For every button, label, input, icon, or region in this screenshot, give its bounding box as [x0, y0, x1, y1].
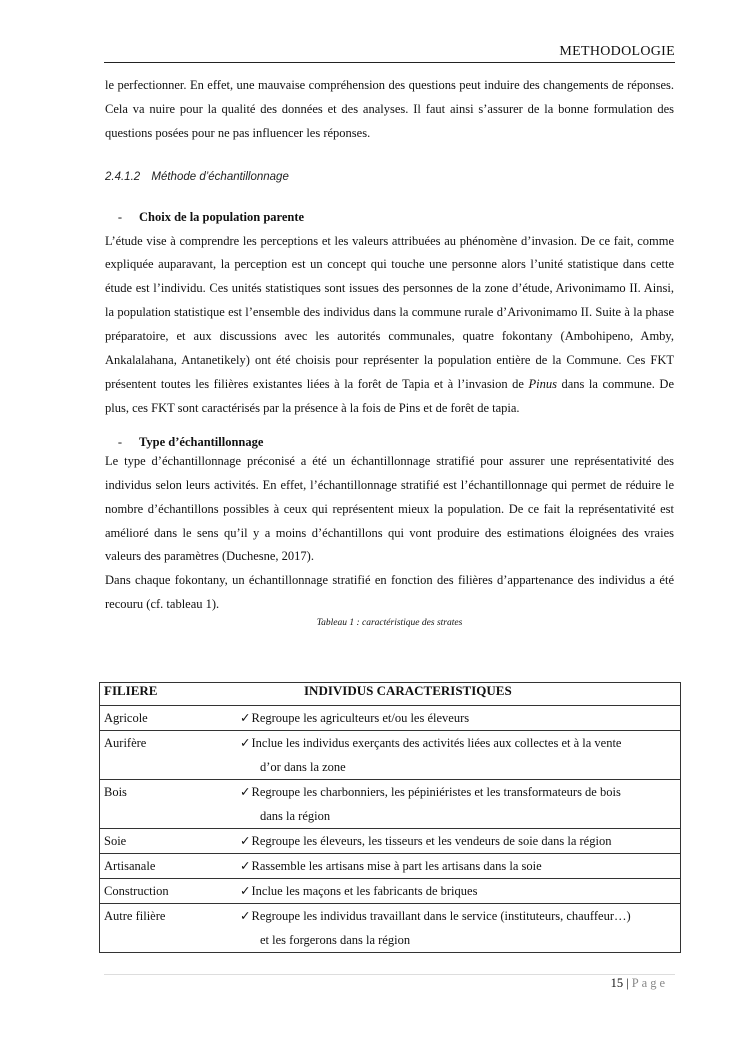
filiere-cell: Autre filière [100, 904, 237, 953]
checkmark-icon: ✓ [240, 736, 251, 750]
checkmark-icon: ✓ [240, 909, 251, 923]
filiere-cell: Bois [100, 780, 237, 829]
page-header [104, 44, 675, 63]
description-cell [236, 879, 681, 904]
footer-divider [104, 974, 675, 975]
description-line: Regroupe les agriculteurs et/ou les éleveurs [251, 711, 470, 725]
population-paragraph [105, 230, 674, 421]
description-continuation: dans la région [260, 809, 331, 823]
checkmark-icon: ✓ [240, 859, 251, 873]
checkmark-icon: ✓ [240, 711, 251, 725]
description-line: Inclue les individus exerçants des activités liées aux collectes et à la vente [251, 736, 622, 750]
table-row [100, 731, 681, 780]
description-line: Regroupe les éleveurs, les tisseurs et les vendeurs de soie dans la région [251, 834, 612, 848]
filiere-cell: Agricole [100, 706, 237, 731]
description-continuation: et les forgerons dans la région [260, 933, 411, 947]
table-row [100, 854, 681, 879]
filiere-cell: Aurifère [100, 731, 237, 780]
description-cell [236, 904, 681, 953]
section-number: 2.4.1.2 [105, 170, 141, 183]
page-number: 15 [610, 976, 624, 990]
table-row [100, 829, 681, 854]
table-row [100, 879, 681, 904]
description-cell [236, 706, 681, 731]
filiere-cell: Construction [100, 879, 237, 904]
dash-bullet: - [117, 434, 123, 449]
description-cell [236, 731, 681, 780]
description-line: Regroupe les individus travaillant dans le service (instituteurs, chauffeur…) [251, 909, 631, 923]
checkmark-icon: ✓ [240, 834, 251, 848]
header-filiere: FILIERE [100, 683, 237, 706]
section-heading [105, 166, 674, 190]
sampling-paragraph-1: Le type d’échantillonnage préconisé a été un échantillonnage stratifié pour assurer une représentativité des individus selon leurs activités. En effet, l’échantillonnage stratifié est l’échantillonnage qui permet de réduire le nombre d’échantillons possibles à ceux qui représentent mieux la population. De ce fait la représentativité est amélioré dans le sens qu’il y a moins d’échantillons qui vont produire des estimations éloignées des vraies valeurs des paramètres (Duchesne, 2017). [105, 453, 674, 564]
checkmark-icon: ✓ [240, 785, 251, 799]
table-row [100, 780, 681, 829]
sampling-paragraph-2: Dans chaque fokontany, un échantillonnage stratifié en fonction des filières d’appartenance des individus a été recouru (cf. tableau 1). [105, 573, 674, 612]
filiere-cell: Soie [100, 829, 237, 854]
table-row [100, 706, 681, 731]
italic-species-name: Pinus [528, 376, 557, 391]
filiere-cell: Artisanale [100, 854, 237, 879]
paragraph-text: dans la commune. De plus, ces FKT sont caractérisés par la présence à la fois de Pins et de forêt de tapia. [105, 376, 674, 415]
description-cell [236, 829, 681, 854]
description-cell [236, 780, 681, 829]
subsection-heading-population [105, 206, 674, 230]
intro-paragraph: le perfectionner. En effet, une mauvaise compréhension des questions peut induire des changements de réponses. Cela va nuire pour la qualité des données et des analyses. Il faut ainsi s’assurer de la bonne formulation des questions posées pour ne pas influencer les réponses. [105, 78, 674, 140]
table-header-row [100, 683, 681, 706]
subsection-title: Type d’échantillonnage [139, 434, 264, 449]
strata-table [99, 682, 681, 953]
header-title: METHODOLOGIE [559, 44, 675, 59]
footer-separator: | [626, 976, 629, 990]
page-label: Page [631, 976, 668, 990]
description-cell [236, 854, 681, 879]
description-line: Regroupe les charbonniers, les pépiniéristes et les transformateurs de bois [251, 785, 621, 799]
dash-bullet: - [117, 209, 123, 224]
main-content [105, 74, 674, 629]
subsection-heading-type [105, 435, 674, 450]
subsection-title: Choix de la population parente [139, 209, 305, 224]
page-footer [560, 976, 668, 991]
section-title: Méthode d’échantillonnage [151, 170, 289, 183]
description-line: Inclue les maçons et les fabricants de briques [251, 884, 478, 898]
table-row [100, 904, 681, 953]
paragraph-text: L’étude vise à comprendre les perceptions et les valeurs attribuées au phénomène d’invasion. De ce fait, comme expliquée auparavant, la perception est un concept qui touche une personne alors l’unité statistique dans cette étude est l’individu. Ces unités statistiques sont issues des personnes de la zone d’étude, Arivonimamo II. Ainsi, la population statistique est l’ensemble des individus dans la commune rurale d’Arivonimamo II. Suite à la phase préparatoire, et aux discussions avec les autorités communales, quatre fokontany (Ambohipeno, Amby, Ankalalahana, Antanetikely) ont été choisis pour représenter la population entière de la Commune. Ces FKT présentent toutes les filières existantes liées à la forêt de Tapia et à l’invasion de [105, 233, 674, 391]
checkmark-icon: ✓ [240, 884, 251, 898]
header-individus [236, 683, 681, 706]
header-individus-label: INDIVIDUS CARACTERISTIQUES [304, 683, 512, 698]
description-continuation: d’or dans la zone [260, 760, 346, 774]
table-caption: Tableau 1 : caractéristique des strates [316, 618, 463, 629]
description-line: Rassemble les artisans mise à part les artisans dans la soie [251, 859, 542, 873]
